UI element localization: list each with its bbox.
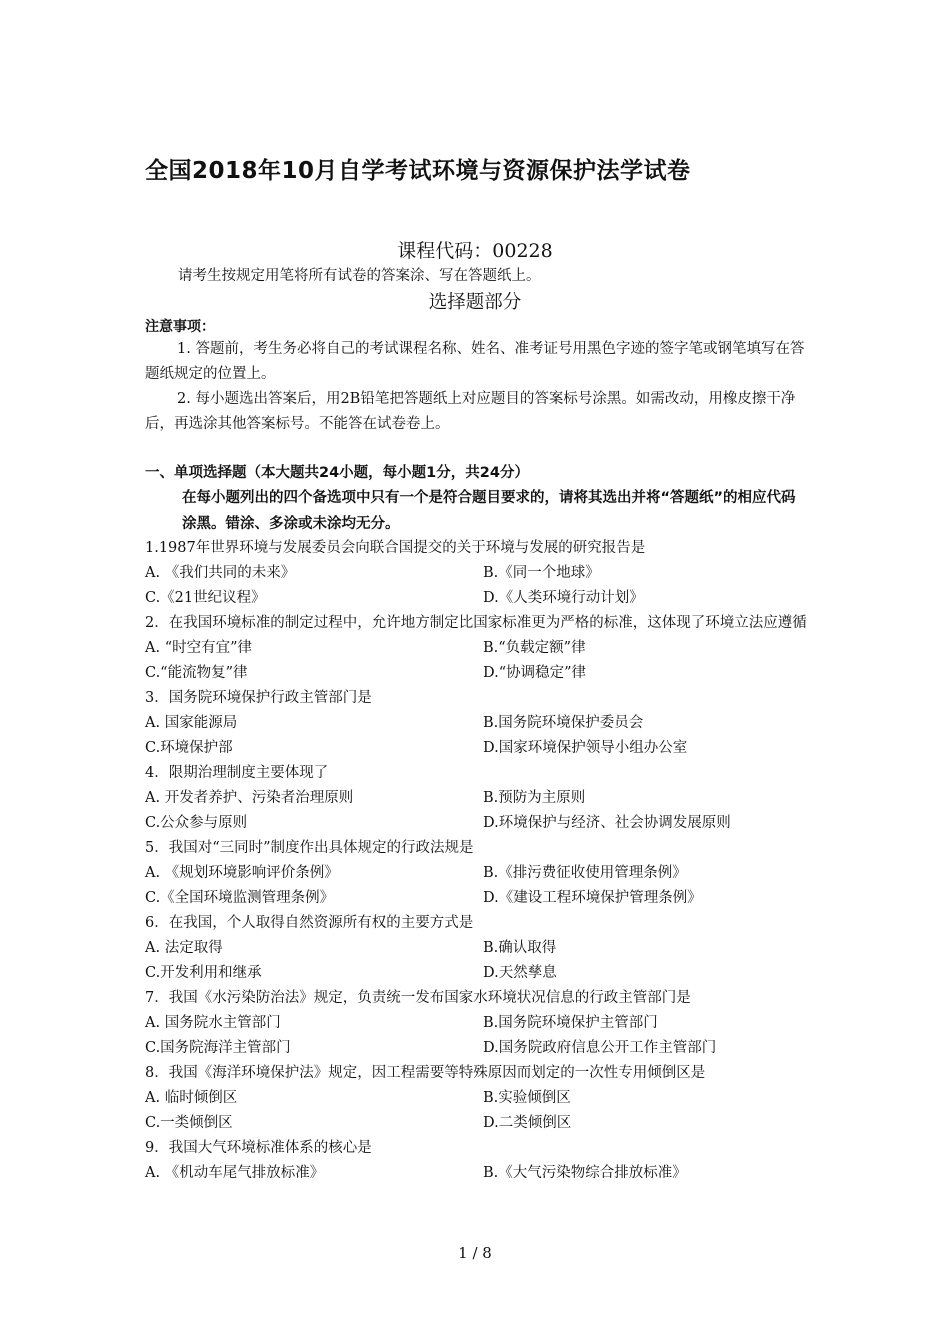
option-c: C.国务院海洋主管部门 [145, 1040, 291, 1056]
option-b: B.“负载定额”律 [483, 640, 586, 656]
option-row [145, 586, 815, 611]
question-1 [145, 536, 815, 611]
option-c: C.《21世纪议程》 [145, 590, 266, 606]
question-stem: 1.1987年世界环境与发展委员会向联合国提交的关于环境与发展的研究报告是 [145, 540, 646, 556]
answer-instruction: 请考生按规定用笔将所有试卷的答案涂、写在答题纸上。 [178, 268, 541, 284]
question-stem: 4．限期治理制度主要体现了 [145, 765, 329, 781]
option-row [145, 1161, 815, 1186]
option-row [145, 561, 815, 586]
question-stem: 3．国务院环境保护行政主管部门是 [145, 690, 372, 706]
option-b: B.国务院环境保护主管部门 [483, 1015, 658, 1031]
question-list [145, 536, 815, 1186]
question-stem: 7．我国《水污染防治法》规定，负责统一发布国家水环境状况信息的行政主管部门是 [145, 990, 691, 1006]
question-2 [145, 611, 815, 686]
option-a: A. 《规划环境影响评价条例》 [145, 865, 339, 881]
option-a: A. 《机动车尾气排放标准》 [145, 1165, 325, 1181]
option-c: C.公众参与原则 [145, 815, 248, 831]
option-c: C.《全国环境监测管理条例》 [145, 890, 335, 906]
option-a: A. 法定取得 [145, 940, 223, 956]
option-row [145, 1011, 815, 1036]
option-row [145, 1086, 815, 1111]
question-stem: 8．我国《海洋环境保护法》规定，因工程需要等特殊原因而划定的一次性专用倾倒区是 [145, 1065, 706, 1081]
option-a: A. “时空有宜”律 [145, 640, 253, 656]
option-a: A. 临时倾倒区 [145, 1090, 238, 1106]
option-row [145, 736, 815, 761]
option-row [145, 636, 815, 661]
option-a: A. 开发者养护、污染者治理原则 [145, 790, 354, 806]
question-8 [145, 1061, 815, 1136]
question-3 [145, 686, 815, 761]
notice-item-2: 2. 每小题选出答案后，用2B铅笔把答题纸上对应题目的答案标号涂黑。如需改动，用橡皮擦干净后，再选涂其他答案标号。不能答在试卷卷上。 [145, 391, 796, 432]
notice-item-1: 1. 答题前，考生务必将自己的考试课程名称、姓名、准考证号用黑色字迹的签字笔或钢笔填写在答题纸规定的位置上。 [145, 341, 805, 382]
option-a: A. 国务院水主管部门 [145, 1015, 281, 1031]
question-stem: 6．在我国，个人取得自然资源所有权的主要方式是 [145, 915, 474, 931]
option-row [145, 936, 815, 961]
option-row [145, 786, 815, 811]
option-row [145, 811, 815, 836]
option-b: B.国务院环境保护委员会 [483, 715, 644, 731]
option-a: A. 《我们共同的未来》 [145, 565, 296, 581]
option-row [145, 711, 815, 736]
option-d: D.“协调稳定”律 [483, 665, 587, 681]
part-name: 选择题部分 [428, 292, 522, 313]
question-4 [145, 761, 815, 836]
option-c: C.“能流物复”律 [145, 665, 248, 681]
question-stem: 5．我国对“三同时”制度作出具体规定的行政法规是 [145, 840, 474, 856]
option-d: D.《建设工程环境保护管理条例》 [483, 890, 702, 906]
option-row [145, 861, 815, 886]
page-title: 全国2018年10月自学考试环境与资源保护法学试卷 [145, 158, 691, 184]
option-b: B.《同一个地球》 [483, 565, 600, 581]
page-number: 1 / 8 [458, 1244, 492, 1262]
option-d: D.国家环境保护领导小组办公室 [483, 740, 688, 756]
option-b: B.实验倾倒区 [483, 1090, 571, 1106]
option-d: D.天然孳息 [483, 965, 557, 981]
option-row [145, 961, 815, 986]
question-5 [145, 836, 815, 911]
option-d: D.《人类环境行动计划》 [483, 590, 644, 606]
option-d: D.国务院政府信息公开工作主管部门 [483, 1040, 717, 1056]
option-a: A. 国家能源局 [145, 715, 238, 731]
notice-list [145, 337, 810, 437]
option-c: C.开发利用和继承 [145, 965, 262, 981]
option-b: B.《排污费征收使用管理条例》 [483, 865, 687, 881]
question-stem: 2．在我国环境标准的制定过程中，允许地方制定比国家标准更为严格的标准，这体现了环境立法应遵循 [145, 615, 807, 631]
option-row [145, 1111, 815, 1136]
section-subheading: 在每小题列出的四个备选项中只有一个是符合题目要求的，请将其选出并将“答题纸”的相应代码涂黑。错涂、多涂或未涂均无分。 [182, 490, 796, 532]
question-6 [145, 911, 815, 986]
question-7 [145, 986, 815, 1061]
question-stem: 9．我国大气环境标准体系的核心是 [145, 1140, 372, 1156]
option-b: B.《大气污染物综合排放标准》 [483, 1165, 687, 1181]
notice-heading: 注意事项： [145, 319, 215, 335]
option-b: B.预防为主原则 [483, 790, 586, 806]
option-d: D.环境保护与经济、社会协调发展原则 [483, 815, 731, 831]
section-heading: 一、单项选择题（本大题共24小题，每小题1分，共24分） [145, 465, 529, 481]
option-c: C.环境保护部 [145, 740, 233, 756]
option-row [145, 661, 815, 686]
question-9 [145, 1136, 815, 1186]
option-row [145, 886, 815, 911]
option-row [145, 1036, 815, 1061]
course-code: 课程代码：00228 [397, 240, 553, 262]
option-d: D.二类倾倒区 [483, 1115, 572, 1131]
option-b: B.确认取得 [483, 940, 557, 956]
option-c: C.一类倾倒区 [145, 1115, 233, 1131]
